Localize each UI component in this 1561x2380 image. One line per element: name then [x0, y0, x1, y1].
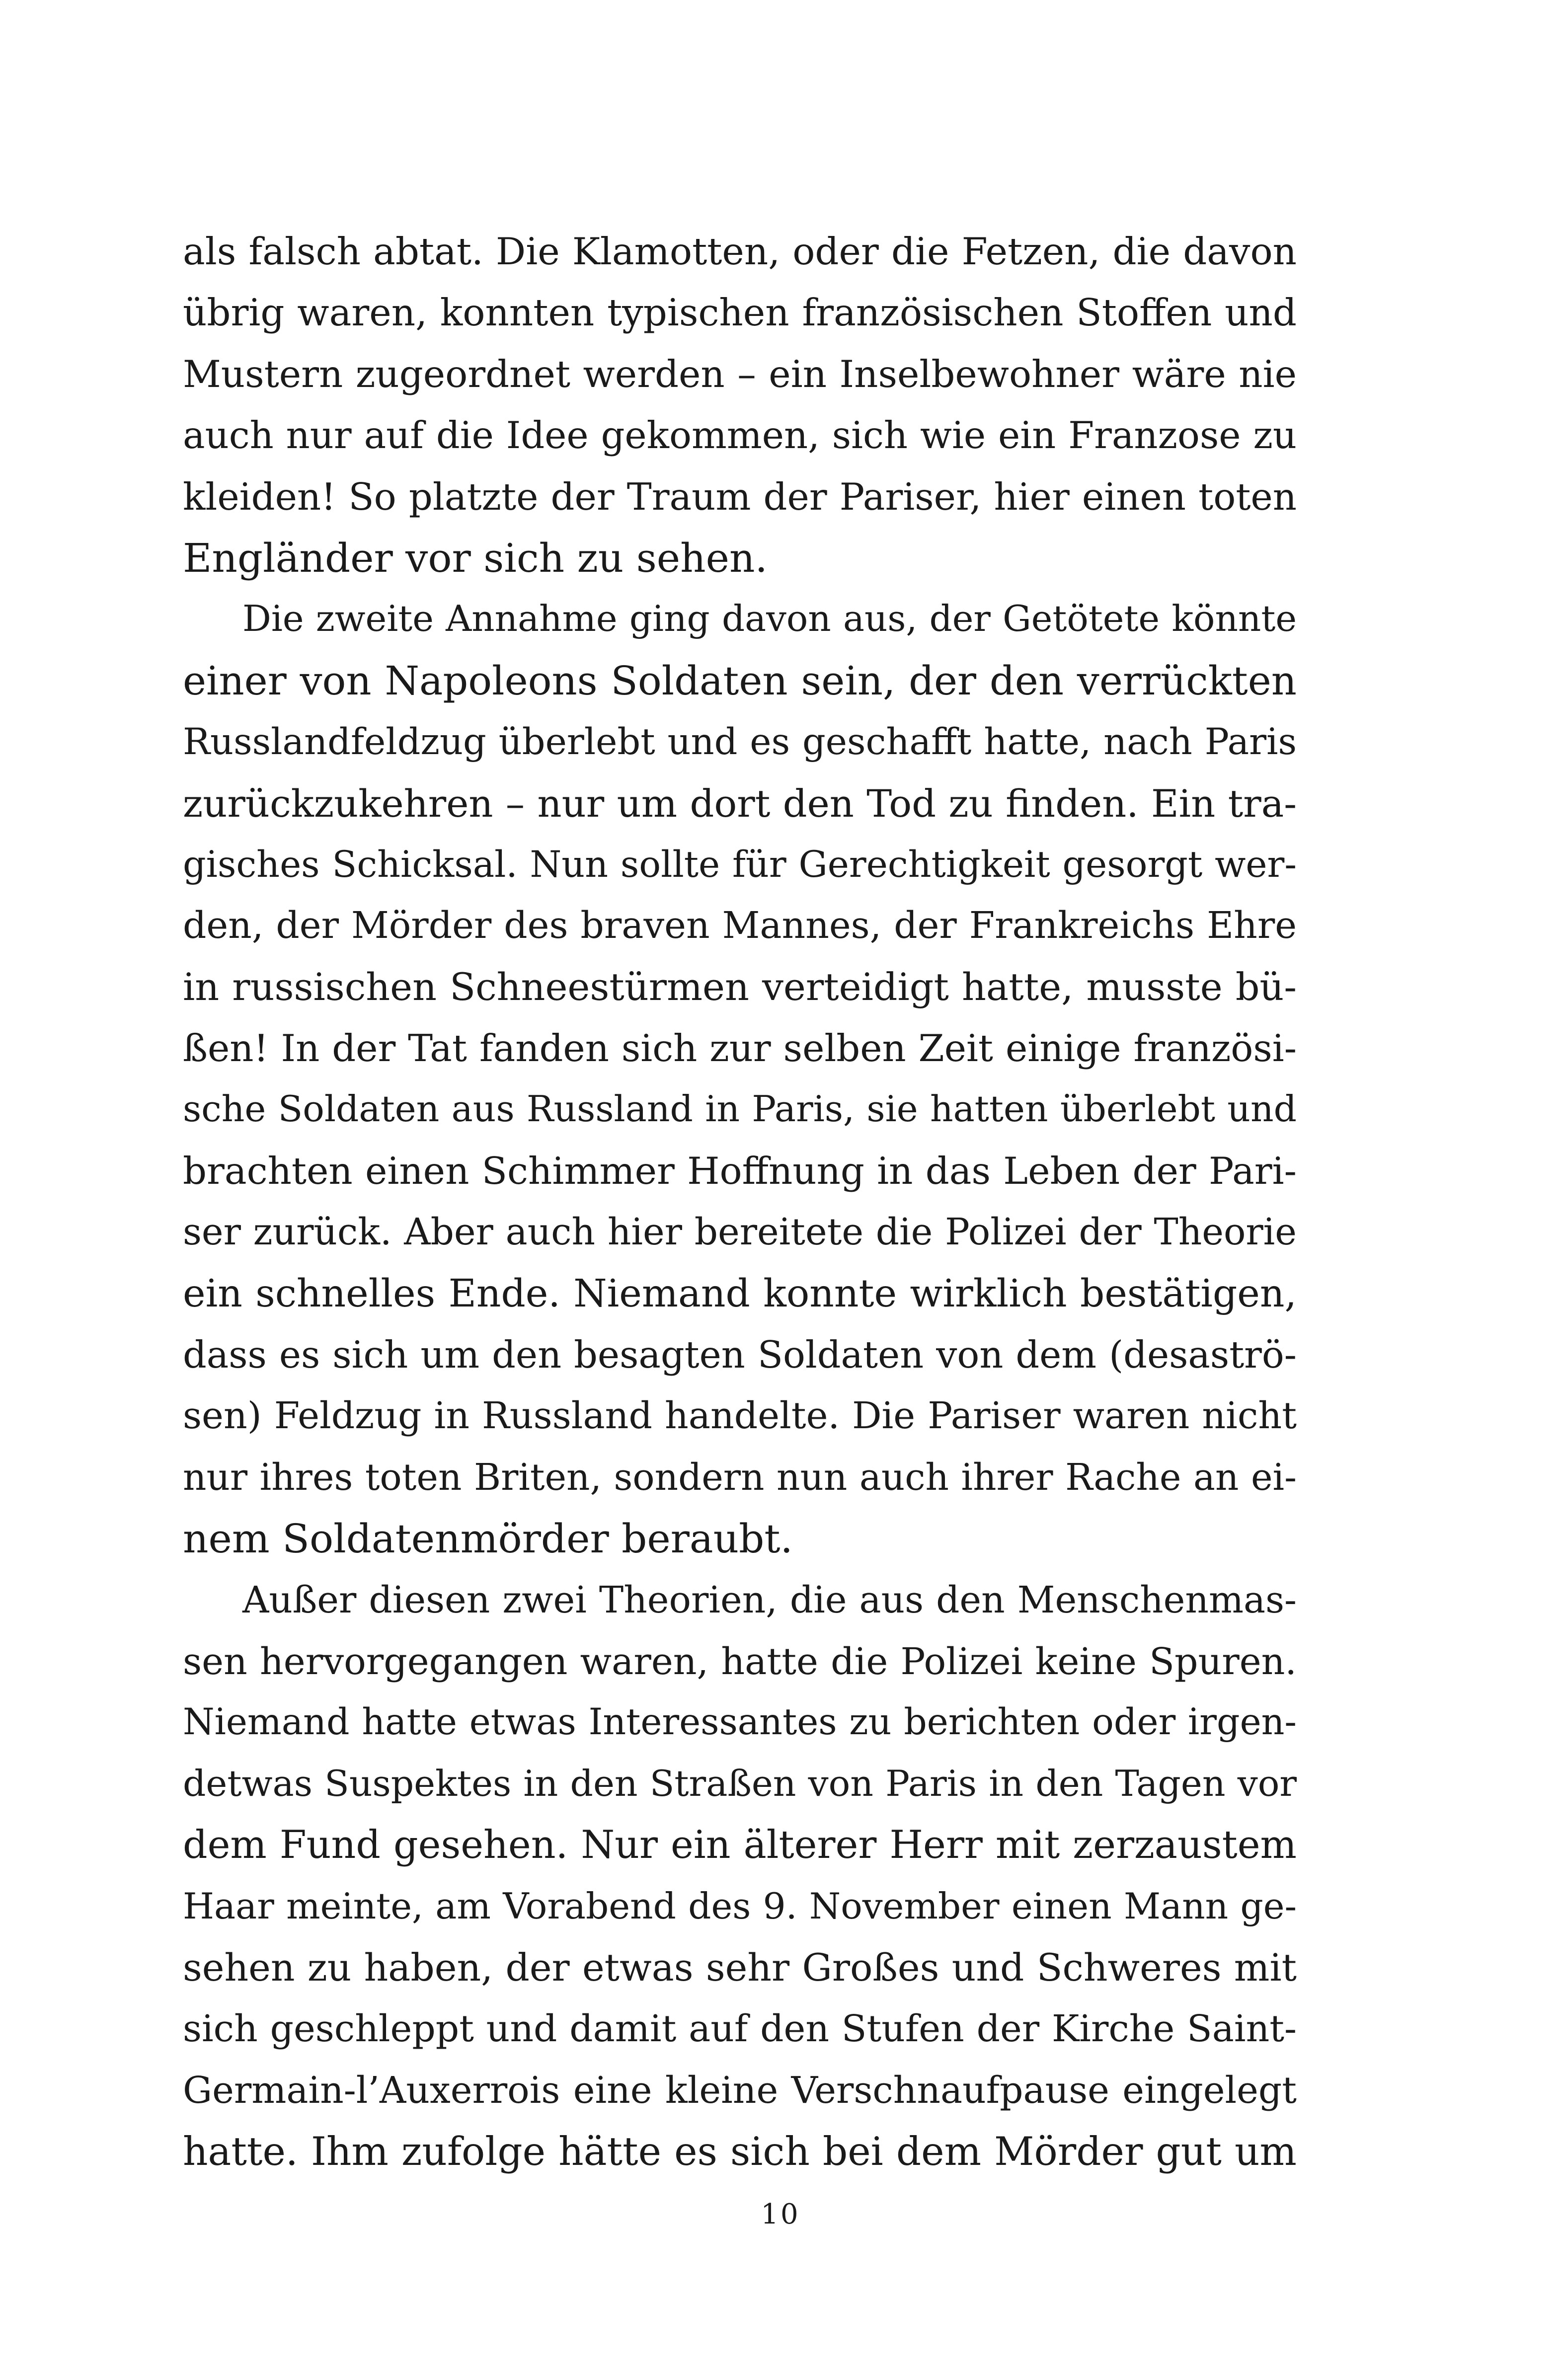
text-line: Mustern zugeordnet werden – ein Inselbewohner wäre nie [183, 352, 1297, 396]
page-number: 10 [761, 2198, 800, 2230]
text-line: sen hervorgegangen waren, hatte die Polizei keine Spuren. [183, 1639, 1297, 1683]
text-line: Niemand hatte etwas Interessantes zu berichten oder irgen- [183, 1701, 1297, 1744]
text-line: sehen zu haben, der etwas sehr Großes und Schweres mit [183, 1945, 1297, 1990]
text-line: nur ihres toten Briten, sondern nun auch ihrer Rache an ei- [183, 1456, 1297, 1499]
text-line: hatte. Ihm zufolge hätte es sich bei dem Mörder gut um [183, 2129, 1297, 2175]
text-line: Germain-l’Auxerrois eine kleine Verschnaufpause eingelegt [183, 2069, 1297, 2112]
text-line: Außer diesen zwei Theorien, die aus den Menschenmas- [242, 1578, 1297, 1621]
text-line: dass es sich um den besagten Soldaten von dem (desaströ- [183, 1333, 1297, 1377]
text-line: Engländer vor sich zu sehen. [183, 535, 768, 581]
text-line: Russlandfeldzug überlebt und es geschafft hatte, nach Paris [183, 721, 1297, 764]
text-line: kleiden! So platzte der Traum der Pariser, hier einen toten [183, 474, 1297, 519]
text-line: ßen! In der Tat fanden sich zur selben Zeit einige französi- [183, 1027, 1297, 1071]
text-line: ein schnelles Ende. Niemand konnte wirklich bestätigen, [183, 1271, 1297, 1316]
text-line: sche Soldaten aus Russland in Paris, sie hatten überlebt und [183, 1088, 1297, 1131]
text-line: in russischen Schneestürmen verteidigt hatte, musste bü- [183, 965, 1297, 1009]
text-line: sen) Feldzug in Russland handelte. Die Pariser waren nicht [183, 1394, 1297, 1438]
text-line: als falsch abtat. Die Klamotten, oder die Fetzen, die davon [183, 230, 1297, 273]
text-line: sich geschleppt und damit auf den Stufen der Kirche Saint- [183, 2007, 1297, 2051]
text-line: detwas Suspektes in den Straßen von Paris in den Tagen vor [183, 1763, 1297, 1805]
text-line: übrig waren, konnten typischen französischen Stoffen und [183, 291, 1297, 335]
text-line: einer von Napoleons Soldaten sein, der den verrückten [183, 657, 1297, 704]
text-line: gisches Schicksal. Nun sollte für Gerechtigkeit gesorgt wer- [183, 843, 1297, 886]
text-line: brachten einen Schimmer Hoffnung in das Leben der Pari- [183, 1149, 1297, 1193]
text-line: Die zweite Annahme ging davon aus, der Getötete könnte [242, 598, 1297, 640]
text-line: nem Soldatenmörder beraubt. [183, 1516, 793, 1562]
text-line: zurückzukehren – nur um dort den Tod zu finden. Ein tra- [183, 781, 1297, 826]
text-line: Haar meinte, am Vorabend des 9. November einen Mann ge- [183, 1885, 1297, 1927]
text-line: ser zurück. Aber auch hier bereitete die Polizei der Theorie [183, 1211, 1297, 1254]
text-line: auch nur auf die Idee gekommen, sich wie ein Franzose zu [183, 414, 1297, 458]
text-line: den, der Mörder des braven Mannes, der Frankreichs Ehre [183, 904, 1297, 947]
body-text [183, 221, 1297, 2183]
text-line: dem Fund gesehen. Nur ein älterer Herr mit zerzaustem [183, 1823, 1297, 1868]
